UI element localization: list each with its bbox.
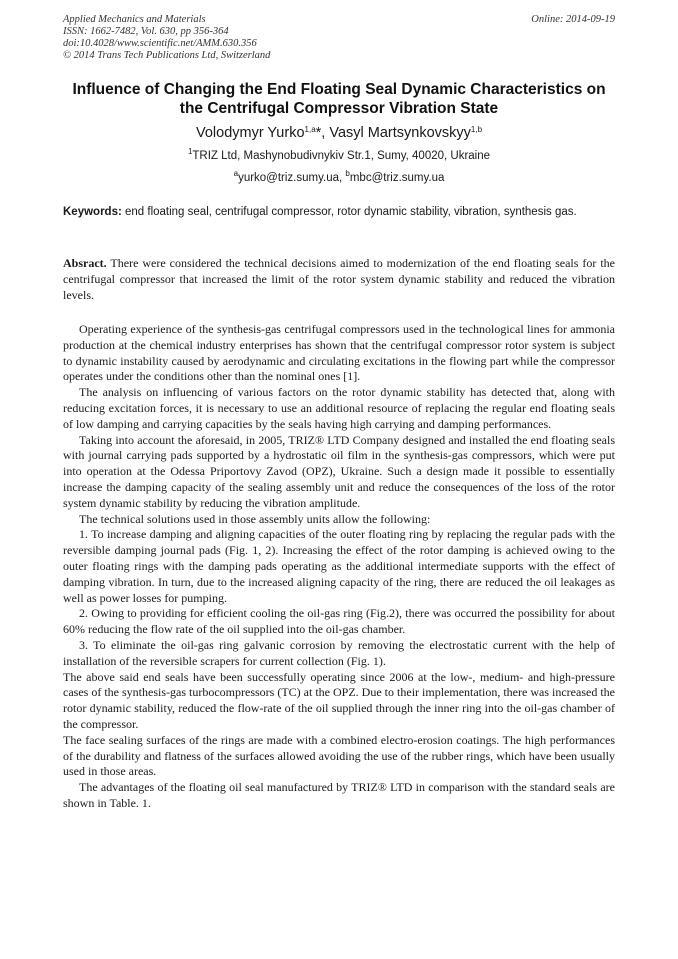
- paragraph: The analysis on influencing of various factors on the rotor dynamic stability has detected that, along with reducing excitation forces, it is necessary to use an additional resource of replacing the regular end floating seals of low damping and carrying capacities by the seals having high carrying and damping performances.: [63, 385, 615, 431]
- author-emails: [63, 171, 615, 186]
- affiliation-text: TRIZ Ltd, Mashynobudivnykiv Str.1, Sumy, 40020, Ukraine: [192, 150, 491, 162]
- journal-name: Applied Mechanics and Materials: [63, 14, 206, 25]
- paragraph: Taking into account the aforesaid, in 2005, TRIZ® LTD Company designed and installed the end floating seals with journal carrying pads supported by a hydrostatic oil film in the synthesis-gas compressors, which were put into operation at the Odessa Priportovy Zavod (OPZ), Ukraine. Such a design made it possible to essentially increase the damping capacity of the sealing assembly unit and reduce the consequences of the loss of the rotor system dynamic stability by reducing the vibration amplitude.: [63, 432, 615, 510]
- keywords-text: end floating seal, centrifugal compressor, rotor dynamic stability, vibration, synthesis gas.: [121, 206, 577, 218]
- list-item: 1. To increase damping and aligning capacities of the outer floating ring by replacing the regular pads with the reversible damping journal pads (Fig. 1, 2). Increasing the effect of the rotor damping is achieved owing to the outer floating rings with the damping pads operating as the additional intermediate supports with the effect of damping vibration. In turn, due to the increased aligning capacity of the ring, there are reduced the oil leakages as well as power losses for pumping.: [63, 527, 615, 605]
- email-link[interactable]: yurko@triz.sumy.ua,: [238, 172, 346, 184]
- abstract: [63, 255, 615, 303]
- journal-issn: ISSN: 1662-7482, Vol. 630, pp 356-364: [63, 26, 229, 37]
- affiliation-mark: 1: [187, 147, 193, 156]
- journal-copyright: © 2014 Trans Tech Publications Ltd, Switzerland: [63, 50, 271, 61]
- author-name: Vasyl Martsynkovskyy: [329, 125, 471, 141]
- paragraph: Operating experience of the synthesis-gas centrifugal compressors used in the technological lines for ammonia production at the chemical industry enterprises has shown that the centrifugal compressor rotor system is subject to dynamic instability caused by aerodynamic and circulating excitations in the flowing part while the compressor operates under the conditions other than the nominal ones [1].: [63, 322, 615, 384]
- paragraph: The above said end seals have been successfully operating since 2006 at the low-, medium- and high-pressure cases of the synthesis-gas turbocompressors (TC) at the OPZ. Due to their implementation, there was increased the rotor dynamic stability, reduced the flow-rate of the oil supplied through the inner ring into the oil-gas chamber of the compressor.: [63, 669, 615, 731]
- paragraph: The face sealing surfaces of the rings are made with a combined electro-erosion coatings. The high performances of the durability and flatness of the surfaces allowed avoiding the use of the rubber rings, which have been usually used in those areas.: [63, 732, 615, 779]
- list-item: 3. To eliminate the oil-gas ring galvanic corrosion by removing the electrostatic current with the help of installation of the reversible scrapers for current collection (Fig. 1).: [63, 637, 615, 668]
- journal-header: [63, 14, 615, 62]
- abstract-text: There were considered the technical decisions aimed to modernization of the end floating seals for the centrifugal compressor that increased the limit of the rotor system dynamic stability and reduced the vibration levels.: [63, 256, 615, 302]
- email-link[interactable]: mbc@triz.sumy.ua: [349, 172, 445, 184]
- abstract-label: Absract.: [63, 256, 107, 270]
- paragraph: The technical solutions used in those assembly units allow the following:: [79, 511, 431, 526]
- paragraph: The advantages of the floating oil seal manufactured by TRIZ® LTD in comparison with the standard seals are shown in Table. 1.: [63, 780, 615, 810]
- online-date: Online: 2014-09-19: [531, 14, 615, 25]
- email-mark: b: [345, 169, 350, 178]
- author-affiliation-mark: 1,b: [470, 125, 483, 134]
- keywords-label: Keywords:: [63, 206, 122, 218]
- journal-doi: doi:10.4028/www.scientific.net/AMM.630.356: [63, 38, 257, 49]
- author-list: [63, 124, 615, 142]
- list-item: 2. Owing to providing for efficient cooling the oil-gas ring (Fig.2), there was occurred the possibility for about 60% reducing the flow rate of the oil supplied into the oil-gas chamber.: [63, 606, 615, 637]
- author-affiliation-mark: 1,a: [304, 125, 316, 134]
- keywords: [63, 205, 615, 220]
- corresponding-mark: *,: [315, 125, 330, 141]
- body-text: [63, 322, 615, 812]
- author-name: Volodymyr Yurko: [195, 125, 305, 141]
- email-mark: a: [233, 169, 239, 178]
- paper-title: Influence of Changing the End Floating Seal Dynamic Characteristics on the Centrifugal Compressor Vibration State: [72, 81, 606, 117]
- affiliation: [63, 149, 615, 164]
